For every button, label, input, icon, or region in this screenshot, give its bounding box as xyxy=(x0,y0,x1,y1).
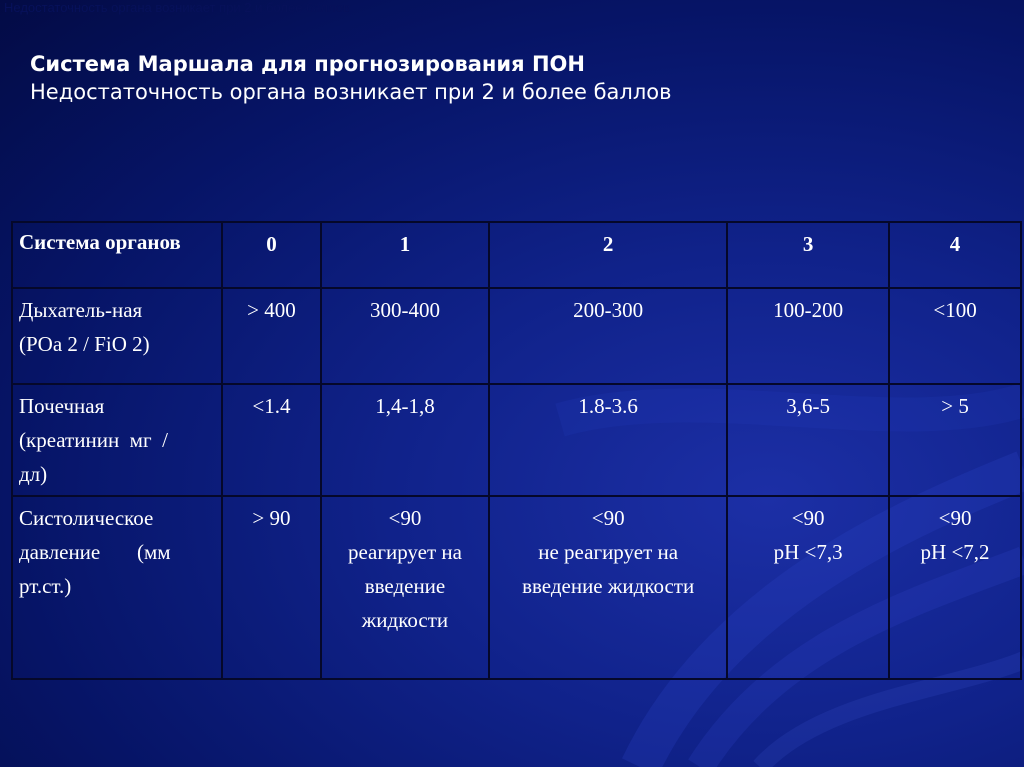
table-header-row xyxy=(12,222,1021,288)
cell-line: > 5 xyxy=(941,394,969,418)
row-label-line: (PОа 2 / FiO 2) xyxy=(19,332,150,356)
table-cell xyxy=(889,288,1021,384)
cell-line: 3,6-5 xyxy=(786,394,830,418)
cell-line: <100 xyxy=(933,298,977,322)
cell-line: pH <7,3 xyxy=(773,540,843,564)
cell-line: <90 xyxy=(791,506,825,530)
cell-line: 1.8-3.6 xyxy=(578,394,638,418)
slide-heading xyxy=(30,50,672,106)
cell-line: <90 xyxy=(388,506,422,530)
table-cell xyxy=(321,496,489,679)
table-cell xyxy=(889,384,1021,496)
cell-line: реагирует на xyxy=(347,540,462,564)
faint-header-text: Недостаточность органа возникает при 2 и более баллов xyxy=(4,0,350,15)
row-label-respiratory xyxy=(12,288,222,384)
table-cell xyxy=(489,496,727,679)
cell-line: не реагирует на xyxy=(538,540,679,564)
header-score-1: 1 xyxy=(321,222,489,288)
table-cell xyxy=(489,288,727,384)
table-cell xyxy=(321,384,489,496)
cell-line: <1.4 xyxy=(252,394,291,418)
slide-subtitle: Недостаточность органа возникает при 2 и более баллов xyxy=(30,80,672,104)
header-organ-system: Система органов xyxy=(12,222,222,288)
cell-line: 100-200 xyxy=(773,298,844,322)
table-row-renal xyxy=(12,384,1021,496)
table-cell xyxy=(727,496,889,679)
cell-line: 300-400 xyxy=(369,298,440,322)
table-cell xyxy=(727,384,889,496)
row-label-line: Почечная xyxy=(19,394,105,418)
row-label-line: рт.ст.) xyxy=(19,574,72,598)
table-cell xyxy=(222,288,321,384)
cell-line: pH <7,2 xyxy=(920,540,990,564)
row-label-cardiovascular xyxy=(12,496,222,679)
table-cell xyxy=(321,288,489,384)
row-label-line: давление (мм xyxy=(19,540,171,564)
row-label-line: (креатинин мг / xyxy=(19,428,168,452)
cell-line: введение жидкости xyxy=(522,574,695,598)
table-cell xyxy=(222,384,321,496)
row-label-line: дл) xyxy=(19,462,48,486)
row-label-renal xyxy=(12,384,222,496)
cell-line: 200-300 xyxy=(573,298,644,322)
table-row-respiratory xyxy=(12,288,1021,384)
row-label-line: Систолическое xyxy=(19,506,154,530)
table-row-cardiovascular xyxy=(12,496,1021,679)
header-score-4: 4 xyxy=(889,222,1021,288)
table-cell xyxy=(222,496,321,679)
header-score-0: 0 xyxy=(222,222,321,288)
marshall-score-table xyxy=(11,221,1022,680)
cell-line: введение xyxy=(364,574,446,598)
cell-line: 1,4-1,8 xyxy=(375,394,435,418)
cell-line: <90 xyxy=(938,506,972,530)
header-score-3: 3 xyxy=(727,222,889,288)
cell-line: > 400 xyxy=(247,298,296,322)
cell-line: жидкости xyxy=(361,608,449,632)
cell-line: <90 xyxy=(591,506,625,530)
header-score-2: 2 xyxy=(489,222,727,288)
table-cell xyxy=(489,384,727,496)
table-cell xyxy=(889,496,1021,679)
slide-title: Система Маршала для прогнозирования ПОН xyxy=(30,52,585,76)
row-label-line: Дыхатель-ная xyxy=(19,298,143,322)
table-cell xyxy=(727,288,889,384)
cell-line: > 90 xyxy=(252,506,291,530)
